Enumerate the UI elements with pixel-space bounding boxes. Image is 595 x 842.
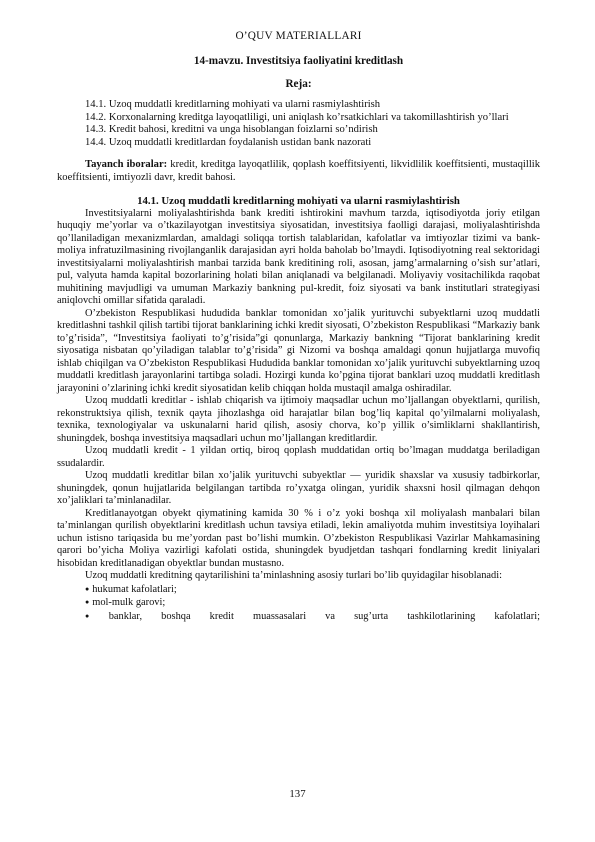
page-number: 137 [289,788,306,800]
bullet-item: ● banklar, boshqa kredit muassasalari va sug’urta tashkilotlarining kafolatlari; [57,610,540,624]
plan-item: 14.3. Kredit bahosi, kreditni va unga hisoblangan foizlarni so’ndirish [85,124,378,136]
bullet-item: ● hukumat kafolatlari; [57,583,540,597]
paragraph: Uzoq muddatli kredit - 1 yildan ortiq, biroq qoplash muddatidan ortiq bo’lmagan muddatga beriladigan ssudalardir. [57,445,540,469]
topic-title: 14-mavzu. Investitsiya faoliyatini kreditlash [193,55,404,67]
keywords [57,159,540,184]
paragraph: O’zbekiston Respublikasi hududida banklar tomonidan xo’jalik yurituvchi subyektlarni uzoq muddatli kreditlashni tashkil qilish tartibi tijorat banklarining ichki kredit siyosati, O’zbekiston Respublikasi “Markaziy bank to’g’risida”, “Investitsiya faoliyati to’g’risida”gi qonunlarga, Markaziy bankning “Tijorat banklarining kredit siyosatiga nisbatan qo’yiladigan talablar to’g’risida” gi Nizomi va boshqa amaldagi qonun hujjatlarga muvofiq ishlab chiqilgan va O’zbekiston Respublikasi Hududida banklar tomonidan xo’jalik yurituvchi subyektlarning uzoq muddatli kreditlash jarayonlarini tartibga soladi. Hozirgi kunda ko’pgina tijorat banklari uzoq muddatli kreditlash jarayonini o’zlarining ichki kredit siyosatidan kelib chiqqan holda mustaqil amalga oshiradilar. [57,307,540,394]
paragraph: Uzoq muddatli kreditning qaytarilishini ta’minlashning asosiy turlari bo’lib quyidagilar hisoblanadi: [85,570,502,582]
plan-item: 14.2. Korxonalarning kreditga layoqatliligi, uni aniqlash ko’rsatkichlari va takomillashtirish yo’llari [85,111,509,123]
bullet-item: ● mol-mulk garovi; [57,596,540,610]
plan-item: 14.4. Uzoq muddatli kreditlardan foydalanish ustidan bank nazorati [85,136,372,148]
paragraph: Kreditlanayotgan obyekt qiymatining kamida 30 % i o’z yoki boshqa xil moliyalash manbalari bilan ta’minlangan qurilish obyektlarini kreditlash uchun tavsiya etiladi, lekin amaliyotda muhim investitsiya loyihalari uchun istisno tariqasida bu me’yordan past bo’lishi mumkin. O’zbekiston Respublikasi Vazirlar Mahkamasining qarori bo’yicha Moliya vazirligi kafolati ostida, shuningdek byudjetdan tashqari fondlarning kredit liniyalari hisobidan kreditlanadigan obyektlar bundan mustasno. [57,507,540,569]
paragraph: Investitsiyalarni moliyalashtirishda bank krediti ishtirokini mavhum tarzda, iqtisodiyotda joriy etilgan huquqiy me’yorlar va o’tkazilayotgan investitsiya siyosatidan, investitsiya faolligi darajasi, moliyalashtirishda qo’llaniladigan mexanizmlardan, amaldagi soliqqa tortish talablaridan, kafolatlar va imtiyozlar tizimi va bank-moliya infratuzilmasining rivojlanganlik darajasidan ayri holda baholab bo’lmaydi. Iqtisodiyotning real sektoridagi investitsiyalarni moliyalashtirish manbai tarzida bank kreditining roli, asosan, jamg’armalarning o’sish sur’atlari, pul, valyuta hamda kapital bozorlarining holati bilan aniqlanadi va belgilanadi. Moliyaviy vositachilikda raqobat muhitining mavjudligi va umuman Markaziy bankning pul-kredit, foiz siyosati va bank institutlari strategiyasi aniqlovchi omillar sifatida qaraladi. [57,207,540,307]
plan-item: 14.1. Uzoq muddatli kreditlarning mohiyati va ularni rasmiylashtirish [85,99,381,110]
plan-list [57,99,540,149]
keywords-text: kredit, kreditga layoqatlilik, qoplash koeffitsiyenti, likvidlilik koeffitsienti, mustaqillik koeffitsienti, imtiyozli davr, kredit bahosi. [57,159,541,183]
plan-title: Reja: [285,78,312,90]
paragraph: Uzoq muddatli kreditlar bilan xo’jalik yurituvchi subyektlar — yuridik shaxslar va xususiy tadbirkorlar, shuningdek, qonun hujjatlarida belgilangan tartibda ro’yxatga olingan, yuridik shaxsni hosil qilmagan dehqon xo’jaliklari ta’minlanadilar. [57,470,540,507]
body-text [57,208,540,583]
paragraph: Uzoq muddatli kreditlar - ishlab chiqarish va ijtimoiy maqsadlar uchun mo’ljallangan obyektlarni, qurilish, rekonstruktsiya qilish, texnik qayta jihozlashga oid harajatlar bilan bog’liq kapital qo’yilmalarni moliyalash, texnika, texnologiyalar va uskunalarni harid qilish, asosiy chorva, ko’p yillik o’simliklarni shakllantirish, shuningdek, boshqa investitsiya maqsadlari uchun mo’ljallangan kreditlardir. [57,395,540,444]
section-title: 14.1. Uzoq muddatli kreditlarning mohiyati va ularni rasmiylashtirish [137,194,460,207]
running-header: O’QUV MATERIALLARI [235,30,362,42]
keywords-label: Tayanch iboralar: [85,159,168,171]
bullet-list [57,583,540,624]
